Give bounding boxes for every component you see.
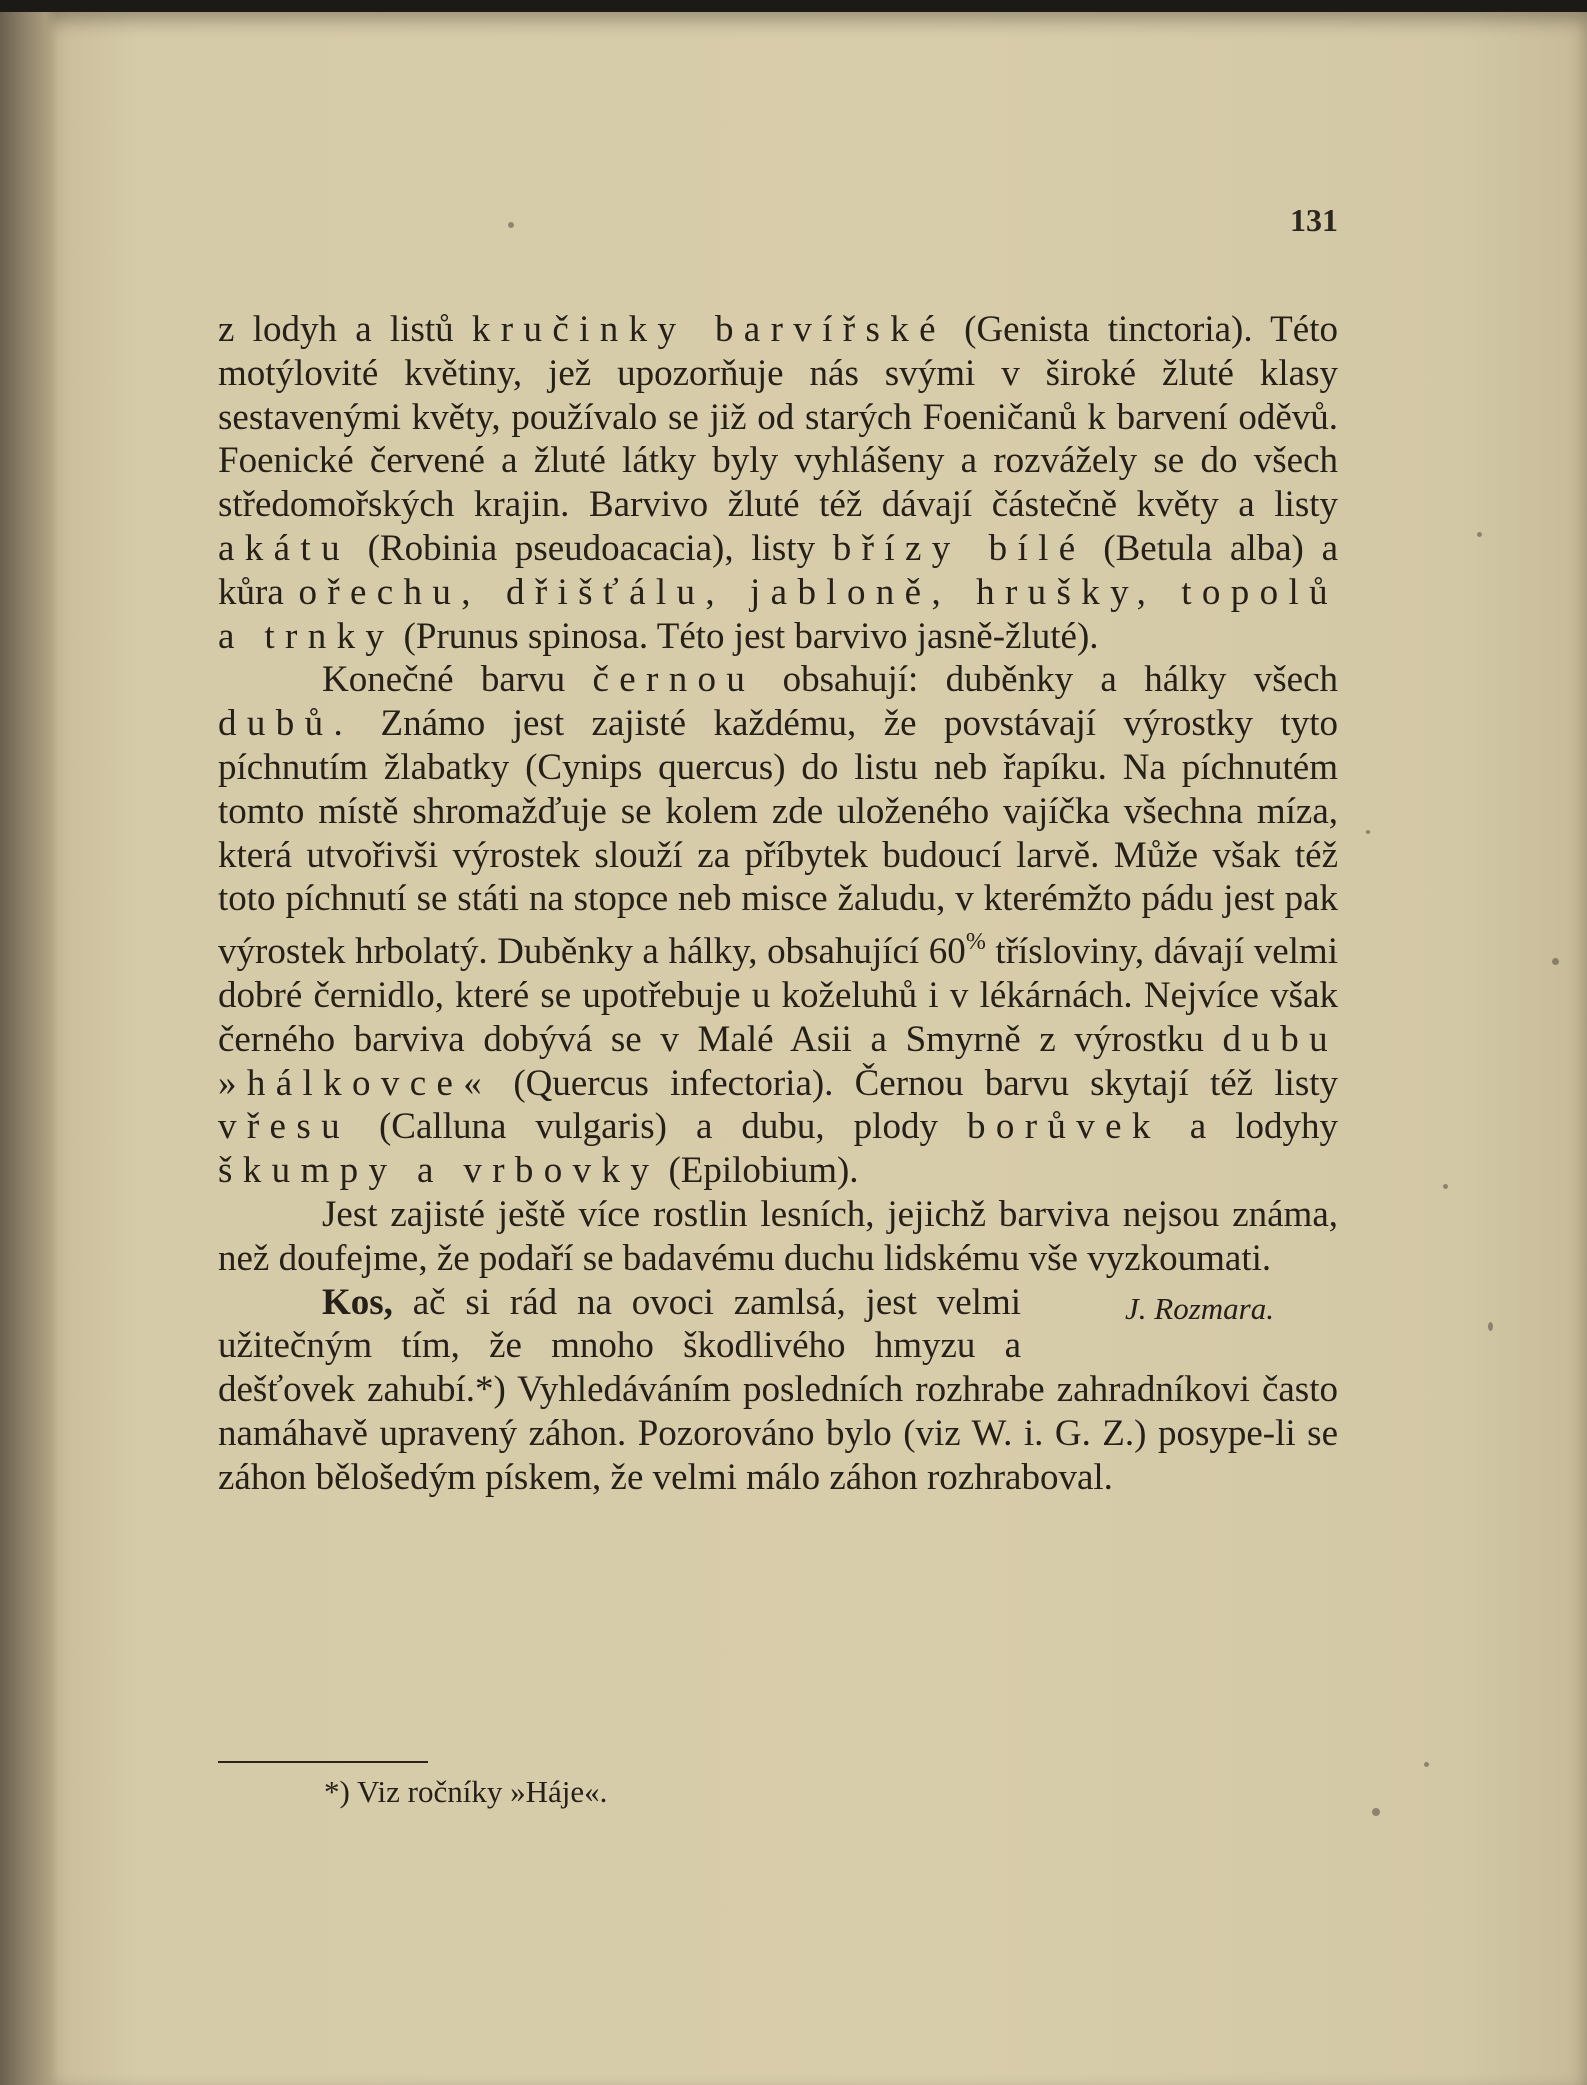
superscript: % bbox=[965, 929, 986, 956]
text-run: a lodyhy bbox=[1160, 1106, 1338, 1148]
paper-speck bbox=[1366, 830, 1370, 834]
paper-speck bbox=[1372, 1808, 1380, 1816]
emphasized-term: ořechu, dřišťálu, jabloně, hrušky, topolů a trnky bbox=[218, 571, 1338, 657]
page-gutter bbox=[0, 12, 58, 2085]
paper-speck bbox=[1477, 532, 1482, 537]
paragraph-dyes-yellow bbox=[218, 308, 1338, 658]
emphasized-term: akátu bbox=[218, 527, 350, 569]
emphasized-term: kručinky barvířské bbox=[471, 309, 946, 350]
footnote: *) Viz ročníky »Háje«. bbox=[324, 1774, 608, 1809]
text-run: z lodyh a listů bbox=[218, 309, 472, 350]
emphasized-term: dubů. bbox=[218, 703, 354, 745]
paper-speck bbox=[508, 222, 514, 228]
text-run: (Betula alba) a kůra bbox=[218, 527, 1338, 613]
paper-speck bbox=[1424, 1762, 1429, 1767]
paper-speck bbox=[1443, 1184, 1448, 1189]
emphasized-term: dubu »hálkovce« bbox=[218, 1018, 1338, 1104]
footnote-rule bbox=[218, 1761, 428, 1763]
page-number: 131 bbox=[1290, 202, 1338, 238]
text-run: (Genista tinctoria). Této motýlovité květiny, jež upozorňuje nás svými v široké žluté klasy sestavenými květy, používalo se již od starých Foeničanů k barvení oděvů. Foenické červené a žluté látky byly vyhlášeny a rozvážely se do všech středomořských krajin. Barvivo žluté též dávají částečně květy a listy bbox=[218, 309, 1338, 526]
paper-speck bbox=[1488, 1322, 1493, 1331]
emphasized-term: břízy bílé bbox=[832, 527, 1086, 569]
text-run: Známo jest zajisté každému, že povstávají výrostky tyto píchnutím žlabatky (Cynips quercus) do listu neb řapíku. Na píchnutém tomto místě shromažďuje se kolem zde uloženého vajíčka všechna míza, která utvořivši výrostek slouží za příbytek budoucí larvě. Může však též toto píchnutí se státi na stopce neb misce žaludu, v kterémžto pádu jest pak výrostek hrbolatý. Duběnky a hálky, obsahující 60 bbox=[218, 703, 1338, 973]
text-run: třísloviny, dávají velmi dobré černidlo, které se upotřebuje u koželuhů i v lékárnách. Nejvíce však černého barviva dobývá se v Malé Asii a Smyrně z výrostku bbox=[218, 931, 1338, 1060]
text-run: Jest zajisté ještě více rostlin lesních, jejichž barviva nejsou známa, než doufejme, že podaří se badavému duchu lidskému vše vyzkoumati. bbox=[218, 1193, 1338, 1279]
author-signature: J. Rozmara. bbox=[1125, 1290, 1274, 1326]
emphasized-term: škumpy a vrbovky bbox=[218, 1150, 660, 1192]
emphasized-term: vřesu bbox=[218, 1106, 350, 1148]
text-run: (Prunus spinosa. Této jest barvivo jasně-žluté). bbox=[394, 615, 1099, 657]
paper-speck bbox=[1552, 958, 1559, 965]
lead-term: Kos, bbox=[322, 1281, 393, 1323]
text-run: (Robinia pseudoacacia), listy bbox=[349, 527, 833, 569]
body-text bbox=[218, 308, 1338, 1500]
text-run: (Epilobium). bbox=[659, 1150, 859, 1192]
text-run: ač si rád na ovoci zamlsá, jest velmi užitečným tím, že mnoho škodlivého hmyzu a dešťovek zahubí.*) Vyhledáváním posledních rozhrabe zahradníkovi často namáhavě upravený záhon. Pozorováno bylo (viz W. i. G. Z.) posype-li se záhon bělošedým pískem, že velmi málo záhon rozhraboval. bbox=[218, 1281, 1338, 1498]
emphasized-term: černou bbox=[592, 659, 756, 701]
text-run: (Quercus infectoria). Černou barvu skytají též listy bbox=[492, 1062, 1338, 1104]
text-run: Konečné barvu bbox=[322, 659, 593, 701]
text-run: (Calluna vulgaris) a dubu, plody bbox=[349, 1106, 967, 1148]
book-page bbox=[0, 12, 1587, 2085]
paragraph-dyes-black bbox=[218, 658, 1338, 1193]
emphasized-term: borůvek bbox=[966, 1106, 1161, 1148]
text-run: obsahují: duběnky a hálky všech bbox=[755, 659, 1339, 701]
